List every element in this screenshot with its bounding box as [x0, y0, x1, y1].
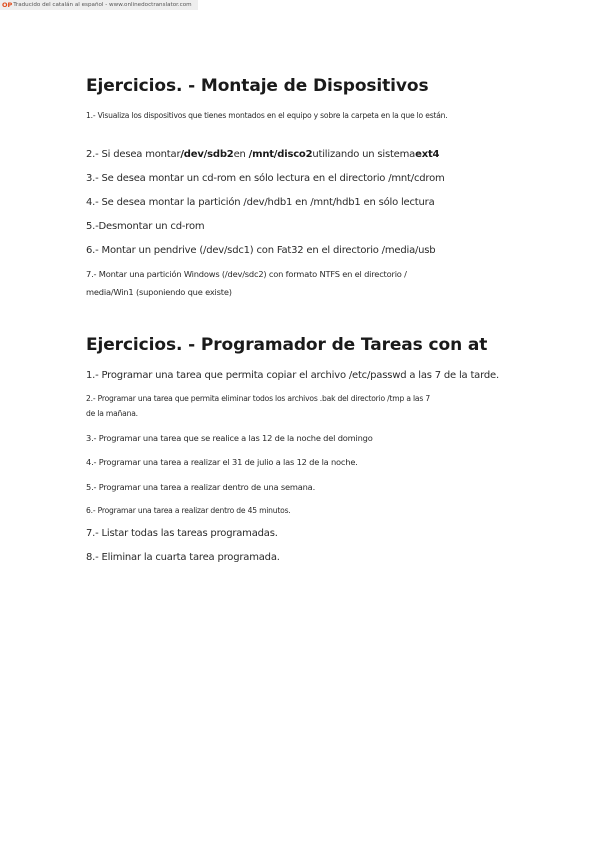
tareas-item-2-line-2: de la mañana.: [86, 409, 138, 418]
tareas-item-6: 6.- Programar una tarea a realizar dentro de 45 minutos.: [86, 506, 291, 515]
tareas-item-4: 4.- Programar una tarea a realizar el 31 de julio a las 12 de la noche.: [86, 457, 358, 467]
montaje-item-7-line-1: 7.- Montar una partición Windows (/dev/sdc2) con formato NTFS en el directorio /: [86, 269, 407, 279]
montaje-item-2-fs: ext4: [415, 149, 440, 160]
section-title-tareas: Ejercicios. - Programador de Tareas con at: [86, 335, 488, 355]
section-title-montaje: Ejercicios. - Montaje de Dispositivos: [86, 76, 429, 96]
montaje-item-6: 6.- Montar un pendrive (/dev/sdc1) con Fat32 en el directorio /media/usb: [86, 245, 436, 256]
montaje-item-2-prefix: 2.- Si desea montar: [86, 149, 181, 160]
montaje-item-1: 1.- Visualiza los dispositivos que tienes montados en el equipo y sobre la carpeta en la que lo están.: [86, 111, 448, 120]
tareas-item-2-line-1: 2.- Programar una tarea que permita eliminar todos los archivos .bak del directorio /tmp a las 7: [86, 394, 430, 403]
montaje-item-2-device: /dev/sdb2: [180, 149, 234, 160]
montaje-item-3: 3.- Se desea montar un cd-rom en sólo lectura en el directorio /mnt/cdrom: [86, 173, 445, 184]
montaje-item-2-mid2: utilizando un sistema: [312, 149, 416, 160]
montaje-item-5: 5.-Desmontar un cd-rom: [86, 221, 205, 232]
montaje-item-2-mid1: en: [233, 149, 249, 160]
montaje-item-7-line-2: media/Win1 (suponiendo que existe): [86, 287, 232, 297]
montaje-item-2: [86, 149, 439, 160]
tareas-item-5: 5.- Programar una tarea a realizar dentro de una semana.: [86, 482, 316, 492]
tareas-item-3: 3.- Programar una tarea que se realice a las 12 de la noche del domingo: [86, 433, 373, 443]
translator-logo: OP: [2, 1, 13, 9]
translation-banner: [0, 0, 198, 10]
tareas-item-8: 8.- Eliminar la cuarta tarea programada.: [86, 552, 280, 563]
montaje-item-4: 4.- Se desea montar la partición /dev/hdb1 en /mnt/hdb1 en sólo lectura: [86, 197, 435, 208]
montaje-item-2-mount: /mnt/disco2: [248, 149, 313, 160]
tareas-item-1: 1.- Programar una tarea que permita copiar el archivo /etc/passwd a las 7 de la tarde.: [86, 370, 499, 381]
banner-text: Traducido del catalán al español - www.onlinedoctranslator.com: [13, 2, 192, 8]
tareas-item-7: 7.- Listar todas las tareas programadas.: [86, 528, 278, 539]
